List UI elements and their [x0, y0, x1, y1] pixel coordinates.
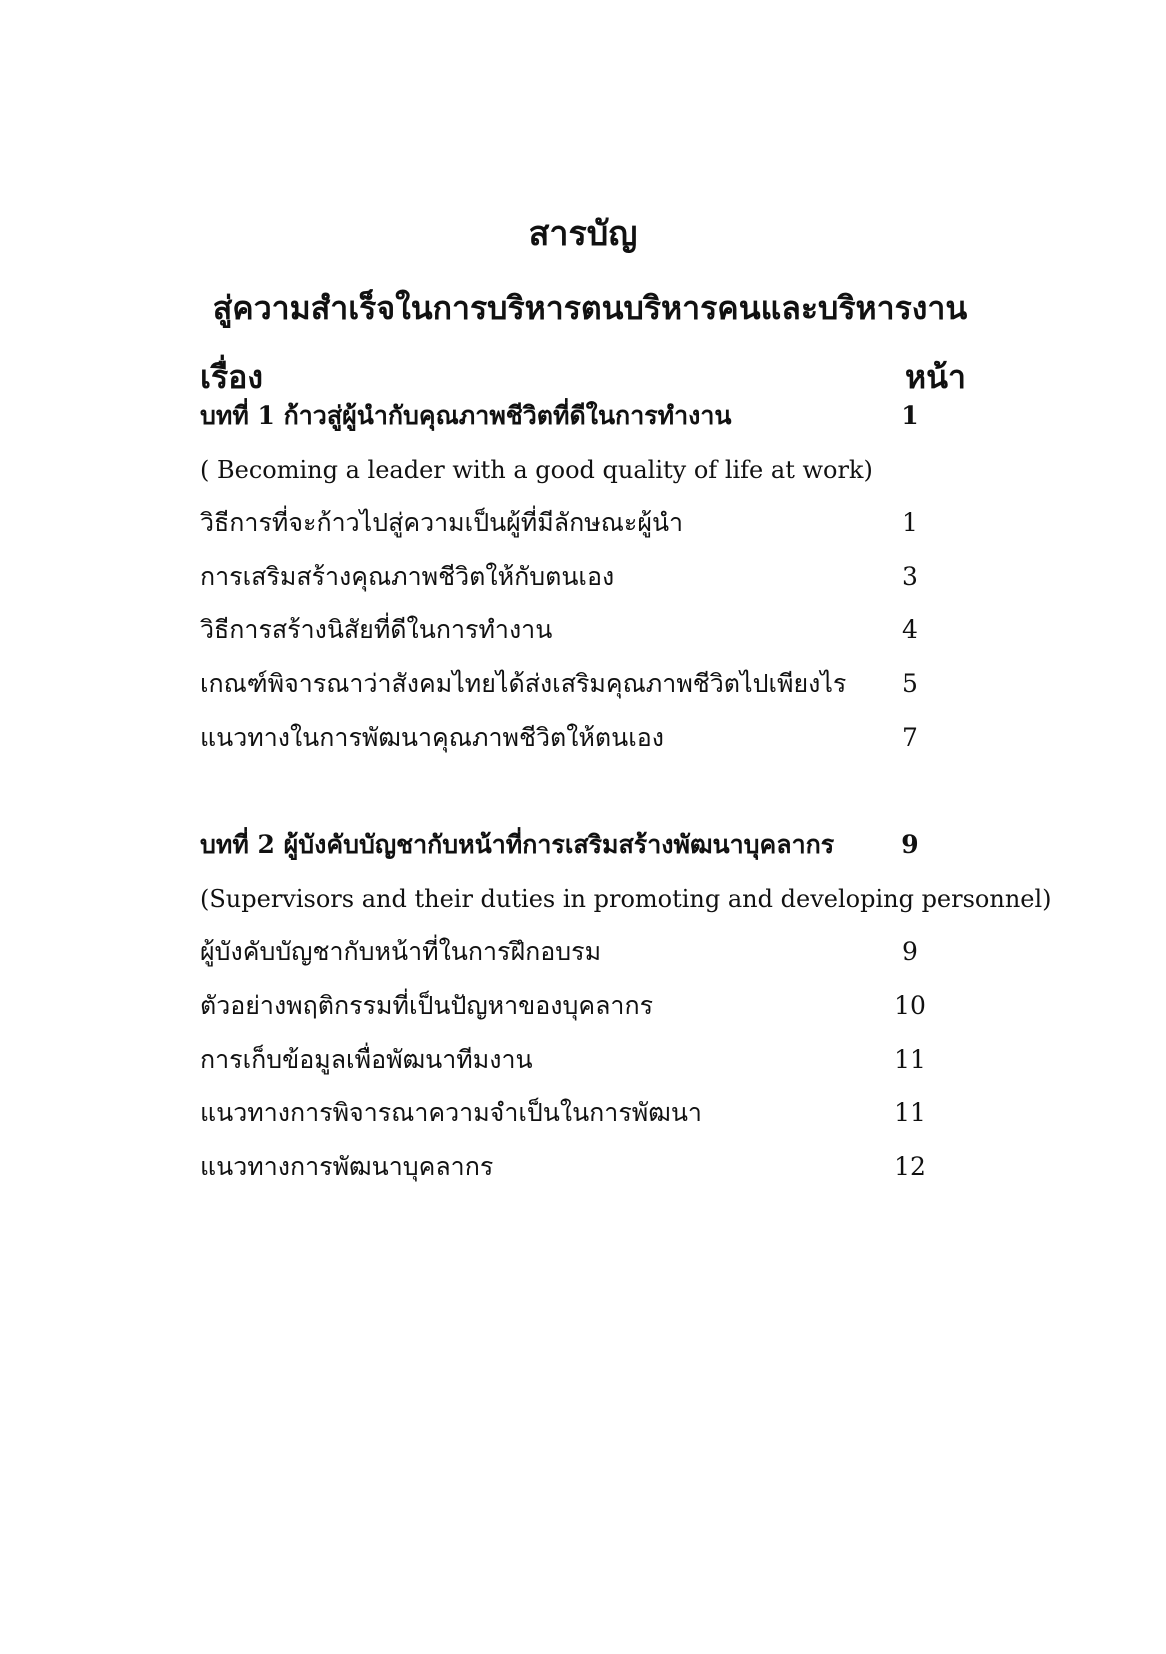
chapter-2-english-row [200, 879, 1052, 919]
toc-entry-text: ตัวอย่างพฤติกรรมที่เป็นปัญหาของบุคลากร [200, 991, 654, 1020]
chapter-1-page: 1 [901, 401, 919, 430]
toc-entry [200, 1093, 960, 1133]
chapter-2-english-title: (Supervisors and their duties in promoting and developing personnel) [200, 885, 1052, 913]
toc-entry-text: วิธีการสร้างนิสัยที่ดีในการทำงาน [200, 615, 553, 644]
toc-entry-page: 11 [894, 1045, 926, 1074]
chapter-2-heading-row [200, 825, 960, 865]
toc-entry-text: เกณฑ์พิจารณาว่าสังคมไทยได้ส่งเสริมคุณภาพชีวิตไปเพียงไร [200, 669, 847, 698]
toc-entry-page: 7 [902, 723, 918, 752]
chapter-2-heading: บทที่ 2 ผู้บังคับบัญชากับหน้าที่การเสริมสร้างพัฒนาบุคลากร [200, 830, 835, 859]
toc-entry [200, 1040, 960, 1080]
page-column-header: หน้า [905, 358, 966, 396]
chapter-1-heading-row [200, 396, 960, 436]
toc-entry-text: ผู้บังคับบัญชากับหน้าที่ในการฝึกอบรม [200, 937, 602, 966]
toc-entry-page: 5 [902, 669, 918, 698]
toc-entry-page: 3 [902, 562, 918, 591]
toc-entry [200, 503, 960, 543]
toc-entry-text: การเก็บข้อมูลเพื่อพัฒนาทีมงาน [200, 1045, 533, 1074]
toc-entry [200, 718, 960, 758]
page-title: สารบัญ [528, 214, 638, 254]
toc-entry-page: 4 [902, 615, 918, 644]
chapter-1-english-title: ( Becoming a leader with a good quality of life at work) [200, 456, 873, 484]
book-subtitle: สู่ความสำเร็จในการบริหารตนบริหารคนและบริหารงาน [212, 289, 968, 327]
toc-entry [200, 986, 960, 1026]
toc-entry [200, 664, 960, 704]
toc-entry-text: แนวทางการพิจารณาความจำเป็นในการพัฒนา [200, 1098, 702, 1127]
toc-entry-page: 9 [902, 937, 918, 966]
toc-entry-page: 10 [894, 991, 926, 1020]
chapter-1-heading: บทที่ 1 ก้าวสู่ผู้นำกับคุณภาพชีวิตที่ดีในการทำงาน [200, 401, 732, 430]
topic-column-header: เรื่อง [200, 358, 263, 396]
toc-entry-page: 1 [902, 508, 918, 537]
toc-entry-text: แนวทางในการพัฒนาคุณภาพชีวิตให้ตนเอง [200, 723, 664, 752]
toc-entry-text: วิธีการที่จะก้าวไปสู่ความเป็นผู้ที่มีลักษณะผู้นำ [200, 508, 684, 537]
toc-entry-text: แนวทางการพัฒนาบุคลากร [200, 1152, 494, 1181]
toc-entry [200, 1147, 960, 1187]
chapter-1-english-row [200, 450, 960, 490]
toc-entry [200, 557, 960, 597]
toc-entry-page: 12 [894, 1152, 926, 1181]
toc-entry-page: 11 [894, 1098, 926, 1127]
toc-entry [200, 610, 960, 650]
toc-entry-text: การเสริมสร้างคุณภาพชีวิตให้กับตนเอง [200, 562, 615, 591]
chapter-2-page: 9 [901, 830, 919, 859]
toc-entry [200, 932, 960, 972]
